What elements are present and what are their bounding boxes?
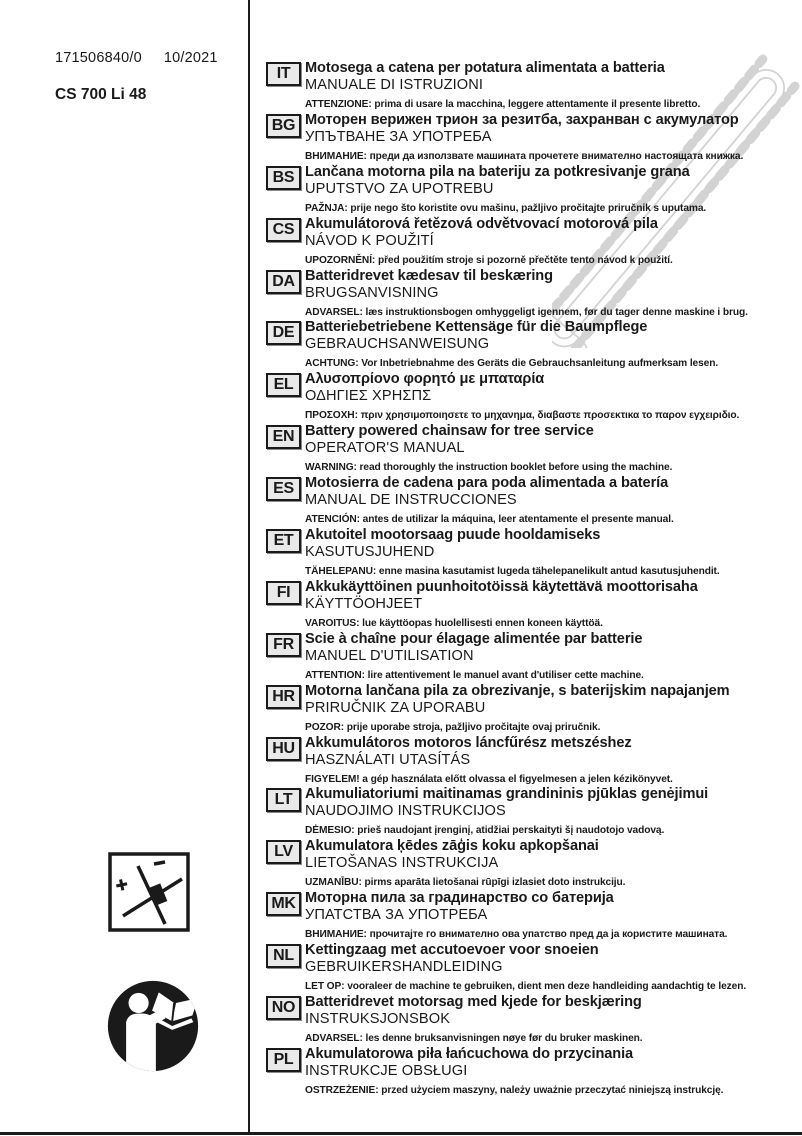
language-code: CS [272,220,295,238]
warning-line: POZOR: prije uporabe stroja, pažljivo pročitajte ovaj priručnik. [305,721,601,733]
language-entry-text [305,994,802,1044]
warning-line: ΠΡΟΣΟΧΗ: πριν χρησιμοποιησετε το μηχανημα, διαβαστε προσεκτικα το παρον εγχειριδιο. [305,410,740,422]
warning-line: ADVARSEL: læs instruktionsbogen omhyggeligt igennem, før du tager denne maskine i brug. [305,306,748,318]
language-code: DA [272,272,295,290]
page-bottom-rule [0,1132,802,1135]
language-code-badge [266,581,301,605]
warning-line: VAROITUS: lue käyttöopas huolellisesti ennen koneen käyttöä. [305,617,603,629]
language-code: HR [272,687,295,705]
product-title: Motorna lančana pila za obrezivanje, s baterijskim napajanjem [305,682,730,699]
language-code: IT [276,65,291,82]
language-entry [266,735,802,787]
product-title: Моторен верижен трион за резитба, захранван с акумулатор [305,111,739,128]
manual-type: HASZNÁLATI UTASÍTÁS [305,751,471,768]
warning-line: LET OP: vooraleer de machine te gebruiken, dient men deze handleiding aandachtig te lezen. [305,981,747,993]
product-title: Akumuliatoriumi maitinamas grandininis pjūklas genėjimui [305,786,709,803]
language-entry-text [305,60,802,110]
language-code: ET [273,532,294,550]
language-entry-text [305,1046,802,1096]
language-entry [266,994,802,1046]
language-code-badge [266,373,301,397]
warning-line: ATTENZIONE: prima di usare la macchina, leggere attentamente il presente libretto. [305,99,701,110]
language-code-badge [266,685,301,709]
language-code-badge [266,321,301,345]
language-code: HU [272,739,295,757]
language-code-badge [266,996,301,1020]
language-code: EL [273,376,294,394]
manual-type: УПЪТВАНЕ ЗА УПОТРЕБА [305,128,492,145]
warning-line: ACHTUNG: Vor Inbetriebnahme des Geräts die Gebrauchsanleitung aufmerksam lesen. [305,358,719,370]
model-name: CS 700 Li 48 [55,86,147,103]
language-entry [266,1046,802,1098]
warning-line: ATENCIÓN: antes de utilizar la máquina, leer atentamente el presente manual. [305,514,674,526]
language-code-badge [266,218,301,242]
part-number: 171506840/0 [55,50,142,66]
manual-type: INSTRUKCJE OBSŁUGI [305,1062,468,1079]
language-entry-text [305,319,802,369]
language-entry-text [305,838,802,888]
product-title: Batteridrevet kædesav til beskæring [305,267,553,284]
language-entry [266,683,802,735]
manual-type: KASUTUSJUHEND [305,544,435,561]
language-entry-text [305,423,802,473]
language-code: BG [271,116,296,134]
column-divider-line [248,0,250,1133]
language-code: PL [273,1050,294,1068]
language-entry [266,319,802,371]
language-code: LT [274,791,293,809]
language-code: DE [272,324,295,342]
warning-line: UZMANĪBU: pirms aparāta lietošanai rūpīgi izlasiet doto instrukciju. [305,877,626,889]
language-code-badge [266,425,301,449]
language-entry-text [305,683,802,733]
product-title: Akumulatorowa piła łańcuchowa do przycinania [305,1045,634,1062]
manual-type: KÄYTTÖOHJEET [305,595,423,612]
language-list [266,60,802,1098]
language-code-badge [266,477,301,501]
language-entry-text [305,631,802,681]
language-entry [266,631,802,683]
sharpening-angles-icon [108,852,190,932]
language-entry [266,786,802,838]
publication-date: 10/2021 [163,50,218,66]
product-title: Motosega a catena per potatura alimentata a batteria [305,60,665,76]
language-entry [266,423,802,475]
manual-type: LIETOŠANAS INSTRUKCIJA [305,855,499,872]
product-title: Lančana motorna pila na bateriju za potkresivanje grana [305,163,690,180]
warning-line: WARNING: read thoroughly the instruction booklet before using the machine. [305,462,673,474]
product-title: Akumulatora ķēdes zāģis koku apkopšanai [305,838,599,855]
manual-type: INSTRUKSJONSBOK [305,1011,451,1028]
warning-line: ВНИМАНИЕ: преди да използвате машината прочетете внимателно настоящата книжка. [305,150,744,162]
warning-line: ATTENTION: lire attentivement le manuel avant d'utiliser cette machine. [305,669,644,681]
language-entry-text [305,112,802,162]
language-entry-text [305,216,802,266]
warning-line: FIGYELEM! a gép használata előtt olvassa el figyelmesen a jelen kézikönyvet. [305,773,673,785]
manual-type: MANUEL D'UTILISATION [305,647,474,664]
language-code-badge [266,737,301,761]
warning-line: TÄHELEPANU: enne masina kasutamist lugeda tähelepanelikult antud kasutusjuhendit. [305,566,720,578]
manual-type: OPERATOR'S MANUAL [305,440,465,457]
manual-type: PRIRUČNIK ZA UPORABU [305,699,486,716]
language-code-badge [266,788,301,812]
product-title: Akkumulátoros motoros láncfűrész metszéshez [305,734,632,751]
language-code: NL [273,947,294,965]
language-entry-text [305,942,802,992]
language-code: MK [271,895,296,913]
publication-line [55,50,218,66]
language-entry [266,838,802,890]
manual-type: UPUTSTVO ZA UPOTREBU [305,180,494,197]
language-entry-text [305,268,802,318]
language-entry [266,216,802,268]
product-title: Batteriebetriebene Kettensäge für die Baumpflege [305,319,648,336]
language-entry [266,942,802,994]
product-title: Akumulátorová řetězová odvětvovací motorová pila [305,215,658,232]
warning-line: OSTRZEŻENIE: przed użyciem maszyny, należy uważnie przeczytać niniejszą instrukcję. [305,1084,724,1096]
product-title: Battery powered chainsaw for tree service [305,423,594,440]
product-title: Моторна пила за градинарство со батерија [305,890,614,907]
product-title: Akkukäyttöinen puunhoitotöissä käytettävä moottorisaha [305,578,698,595]
language-code-badge [266,944,301,968]
language-entry-text [305,786,802,836]
language-entry-text [305,735,802,785]
language-code-badge [266,633,301,657]
language-code: ES [273,480,294,498]
warning-line: ADVARSEL: les denne bruksanvisningen nøye før du bruker maskinen. [305,1033,643,1045]
manual-type: ΟΔΗΓΙΕΣ ΧΡΗΣΠΣ [305,388,432,405]
manual-type: NÁVOD K POUŽITÍ [305,232,434,249]
warning-line: UPOZORNĚNÍ: před použitím stroje si pozorně přečtěte tento návod k použití. [305,254,673,266]
language-entry [266,268,802,320]
language-entry [266,579,802,631]
manual-type: NAUDOJIMO INSTRUKCIJOS [305,803,506,820]
language-code: NO [271,999,296,1017]
language-code-badge [266,892,301,916]
manual-type: MANUAL DE INSTRUCCIONES [305,492,517,509]
warning-line: ВНИМАНИЕ: прочитајте го внимателно ова упатство пред да ја користите машината. [305,929,728,941]
manual-type: GEBRAUCHSANWEISUNG [305,336,490,353]
language-entry [266,890,802,942]
language-entry [266,112,802,164]
language-entry-text [305,527,802,577]
language-code-badge [266,1048,301,1072]
manual-type: GEBRUIKERSHANDLEIDING [305,959,503,976]
warning-line: PAŽNJA: prije nego što koristite ovu mašinu, pažljivo pročitajte priručnik s uputama. [305,202,707,214]
manual-type: MANUALE DI ISTRUZIONI [305,77,484,93]
product-title: Motosierra de cadena para poda alimentada a batería [305,475,669,492]
product-title: Αλυσοπρίονο φορητό με μπαταρία [305,371,545,388]
language-code-badge [266,114,301,138]
language-code: EN [272,428,295,446]
language-code-badge [266,166,301,190]
language-entry-text [305,371,802,421]
language-code: FI [276,583,291,601]
language-code-badge [266,270,301,294]
language-code-badge [266,62,301,86]
warning-line: DĖMESIO: prieš naudojant įrenginį, atidžiai perskaityti šį naudotojo vadovą. [305,825,665,837]
manual-type: BRUGSANVISNING [305,284,439,301]
language-code-badge [266,529,301,553]
language-code: FR [273,635,294,653]
language-entry-text [305,890,802,940]
manual-type: УПАТСТВА ЗА УПОТРЕБА [305,907,488,924]
product-title: Batteridrevet motorsag med kjede for beskjæring [305,994,642,1011]
language-code-badge [266,840,301,864]
language-entry [266,371,802,423]
language-code: LV [274,843,293,861]
product-title: Scie à chaîne pour élagage alimentée par batterie [305,630,643,647]
product-title: Kettingzaag met accutoevoer voor snoeien [305,942,599,959]
language-entry-text [305,164,802,214]
read-manual-icon [104,978,202,1074]
language-entry [266,527,802,579]
language-entry [266,164,802,216]
language-code: BS [272,168,295,186]
product-title: Akutoitel mootorsaag puude hooldamiseks [305,527,601,544]
language-entry [266,475,802,527]
language-entry-text [305,579,802,629]
language-entry [266,60,802,112]
language-entry-text [305,475,802,525]
